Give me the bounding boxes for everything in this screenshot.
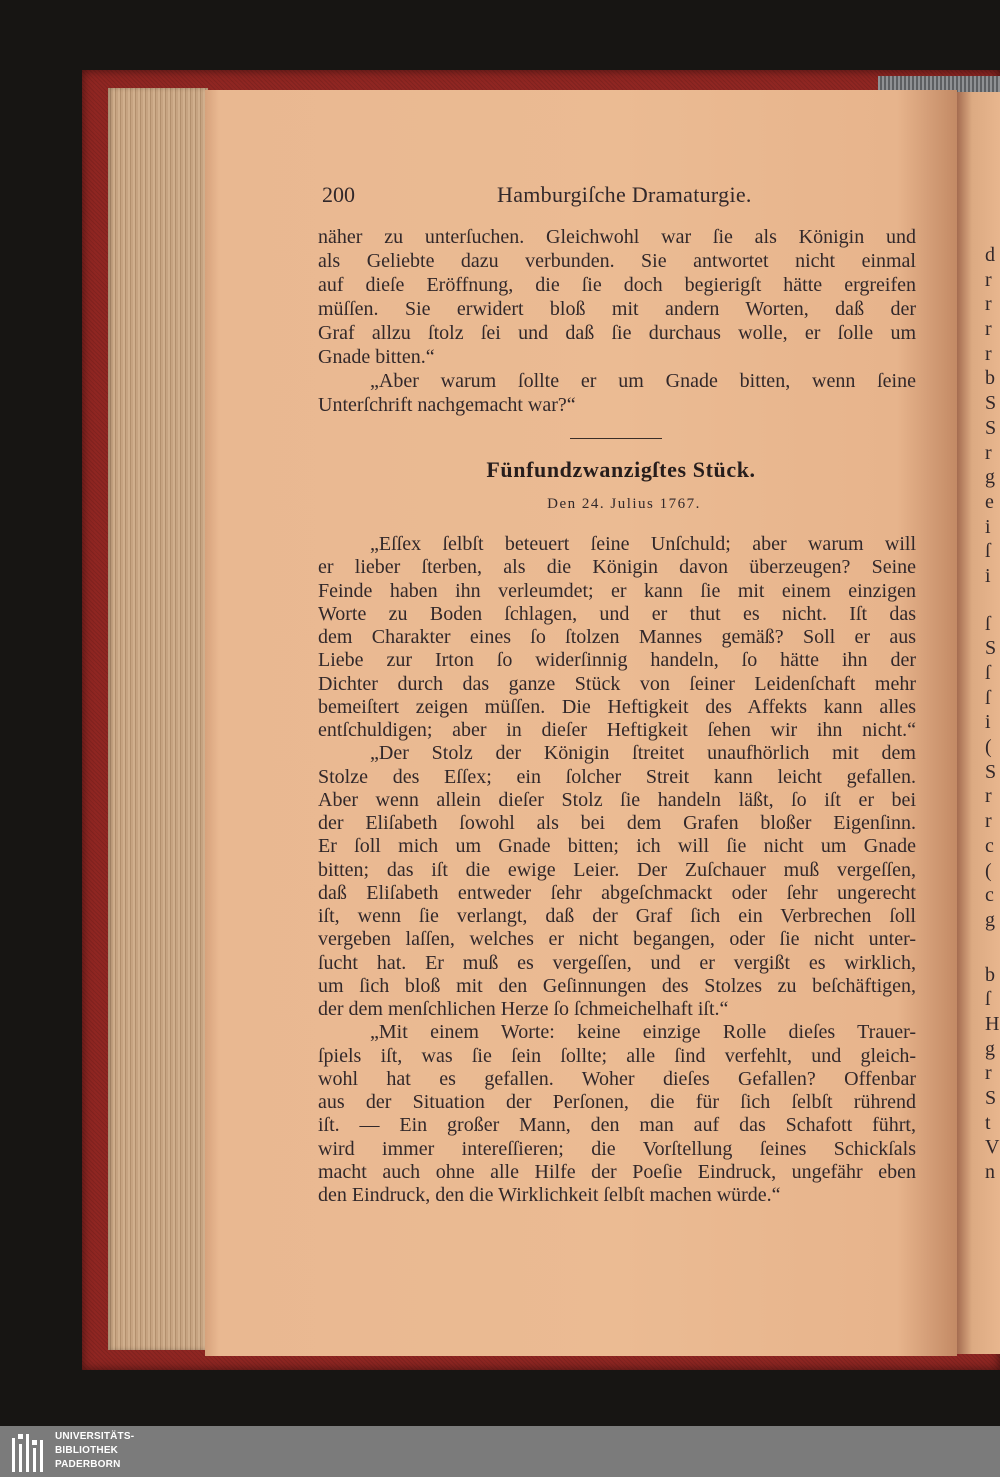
page-block-edges	[108, 88, 208, 1350]
text-line: „Eſſex ſelbſt beteuert ſeine Unſchuld; aber warum will	[370, 533, 916, 555]
facing-page-fragment: c	[985, 884, 994, 907]
text-line: Aber wenn allein dieſer Stolz ſie handeln läßt, ſo iſt er bei	[318, 788, 916, 811]
text-line: „Mit einem Worte: keine einzige Rolle dieſes Trauer-	[370, 1021, 916, 1044]
text-line: „Der Stolz der Königin ſtreitet unaufhörlich mit dem	[370, 742, 916, 765]
facing-page-fragment: i	[985, 564, 991, 587]
text-line: den Eindruck, den die Wirklichkeit ſelbſt machen würde.“	[318, 1184, 781, 1206]
text-line: iſt, wenn ſie verlangt, daß der Graf ſich ein Verbrechen ſoll	[318, 905, 916, 927]
text-line: Feinde haben ihn verleumdet; er kann ſie mit einem einzigen	[318, 579, 916, 602]
text-line: auf dieſe Eröffnung, die ſie doch begierigſt hätte ergreifen	[318, 274, 916, 296]
facing-page-fragment: S	[985, 637, 997, 660]
facing-page-fragment: H	[985, 1012, 1000, 1035]
facing-page-fragment: g	[985, 1037, 995, 1060]
text-line: müſſen. Sie erwidert bloß mit andern Worten, daß der	[318, 298, 916, 320]
text-line: um ſich bloß mit den Geſinnungen des Stolzes zu beſchäftigen,	[318, 974, 916, 997]
text-line: daß Eliſabeth entweder ſehr abgeſchmackt oder ſehr ungerecht	[318, 881, 916, 904]
library-logo-line: BIBLIOTHEK	[55, 1445, 119, 1456]
facing-page-fragment: ſ	[985, 612, 991, 635]
facing-page-fragment: V	[985, 1136, 1000, 1159]
facing-page-fragment: t	[985, 1111, 991, 1134]
text-line: der Eliſabeth ſowohl als bei dem Grafen bloßer Eigenſinn.	[318, 812, 916, 834]
facing-page-fragment: r	[985, 293, 992, 316]
facing-page-text-fragments	[985, 243, 1000, 1193]
text-line: iſt. — Ein großer Mann, den man auf das Schafott führt,	[318, 1114, 916, 1137]
library-logo-line: UNIVERSITÄTS-	[55, 1431, 135, 1442]
facing-page-fragment: S	[985, 416, 997, 439]
chapter-heading: Fünfundzwanzigſtes Stück.	[486, 457, 756, 482]
facing-page-fragment: i	[985, 515, 991, 538]
paragraph	[318, 742, 916, 1021]
facing-page-fragment: r	[985, 441, 992, 464]
text-line: Unterſchrift nachgemacht war?“	[318, 394, 576, 416]
text-line: macht auch ohne alle Hilfe der Poeſie Eindruck, ungefähr eben	[318, 1160, 916, 1183]
facing-page-fragment: b	[985, 963, 995, 986]
facing-page-fragment: r	[985, 318, 992, 341]
text-line: aus der Situation der Perſonen, die für ſich ſelbſt rührend	[318, 1091, 916, 1113]
library-logo-text	[55, 1430, 175, 1472]
page-number: 200	[322, 182, 355, 207]
text-line: ſpiels iſt, was ſie ſein ſollte; alle ſind verfehlt, und gleich-	[318, 1044, 916, 1067]
facing-page-fragment: r	[985, 1062, 992, 1085]
facing-page-fragment: e	[985, 490, 994, 513]
facing-page-fragment: S	[985, 1087, 997, 1109]
facing-page-fragment: (	[985, 859, 992, 882]
facing-page-fragment: g	[985, 908, 995, 931]
text-line: vergeben laſſen, welches er nicht begangen, oder ſie nicht unter-	[318, 928, 916, 951]
text-line: Worte zu Boden ſchlagen, und er thut es nicht. Iſt das	[318, 602, 916, 625]
text-line: näher zu unterſuchen. Gleichwohl war ſie als Königin und	[318, 226, 916, 248]
text-line: Er ſoll mich um Gnade bitten; ich will ſie nicht um Gnade	[318, 835, 916, 858]
facing-page-fragment: d	[985, 244, 995, 266]
facing-page-fragment: r	[985, 810, 992, 833]
text-block-before	[318, 225, 916, 417]
facing-page-fragment: S	[985, 392, 997, 415]
text-line: Dichter durch das ganze Stück von ſeiner Leidenſchaft mehr	[318, 672, 916, 695]
paragraph	[318, 369, 916, 417]
facing-page-fragment: g	[985, 466, 995, 489]
text-line: Graf allzu ſtolz ſei und daß ſie durchaus wolle, er ſolle um	[318, 322, 916, 344]
facing-page-fragment: n	[985, 1161, 995, 1184]
facing-page-fragment: i	[985, 711, 991, 734]
facing-page-fragment: r	[985, 268, 992, 291]
text-line: Stolze des Eſſex; ein ſolcher Streit kann leicht gefallen.	[318, 765, 916, 788]
text-line: ſucht hat. Er muß es vergeſſen, und er vergißt es wirklich,	[318, 951, 916, 974]
facing-page-fragment: ſ	[985, 686, 991, 709]
library-footer-band	[0, 1426, 1000, 1477]
text-block-after	[318, 533, 916, 1207]
text-line: wird immer intereſſieren; die Vorſtellung ſeines Schickſals	[318, 1137, 916, 1160]
text-line: bemeiſtert zeigen müſſen. Die Heftigkeit des Affekts kann alles	[318, 695, 916, 718]
paragraph	[318, 1021, 916, 1207]
text-line: er lieber ſterben, als die Königin davon überzeugen? Seine	[318, 556, 916, 579]
chapter-date: Den 24. Julius 1767.	[547, 496, 701, 512]
facing-page-fragment: ſ	[985, 988, 991, 1011]
paragraph	[318, 533, 916, 742]
facing-page-fragment: (	[985, 736, 992, 759]
facing-page-fragment: r	[985, 342, 992, 365]
facing-page-fragment: ſ	[985, 540, 991, 563]
running-title: Hamburgiſche Dramaturgie.	[497, 182, 752, 207]
library-bars-icon	[10, 1430, 46, 1474]
facing-page-fragment: r	[985, 785, 992, 808]
text-line: als Geliebte dazu verbunden. Sie antwortet nicht einmal	[318, 250, 916, 272]
text-line: bitten; das iſt die ewige Leier. Der Zuſchauer muß vergeſſen,	[318, 858, 916, 881]
facing-page-fragment: c	[985, 834, 994, 857]
facing-page-fragment: b	[985, 367, 995, 390]
paragraph	[318, 225, 916, 369]
text-line: Gnade bitten.“	[318, 346, 435, 368]
facing-page-fragment: ſ	[985, 662, 991, 684]
library-logo-line: PADERBORN	[55, 1459, 121, 1470]
text-line: entſchuldigen; aber in dieſer Heftigkeit ſehen wir ihn nicht.“	[318, 719, 916, 741]
section-divider	[570, 438, 662, 439]
facing-page-fragment: S	[985, 760, 997, 783]
text-line: wohl hat es gefallen. Woher dieſes Gefallen? Offenbar	[318, 1067, 916, 1090]
text-line: der dem menſchlichen Herze ſo ſchmeichelhaft iſt.“	[318, 998, 729, 1020]
text-line: Liebe zur Irton ſo widerſinnig handeln, ſo hätte ihn der	[318, 649, 916, 672]
text-line: „Aber warum ſollte er um Gnade bitten, wenn ſeine	[370, 370, 916, 392]
text-line: dem Charakter eines ſo ſtolzen Mannes gemäß? Soll er aus	[318, 626, 916, 648]
